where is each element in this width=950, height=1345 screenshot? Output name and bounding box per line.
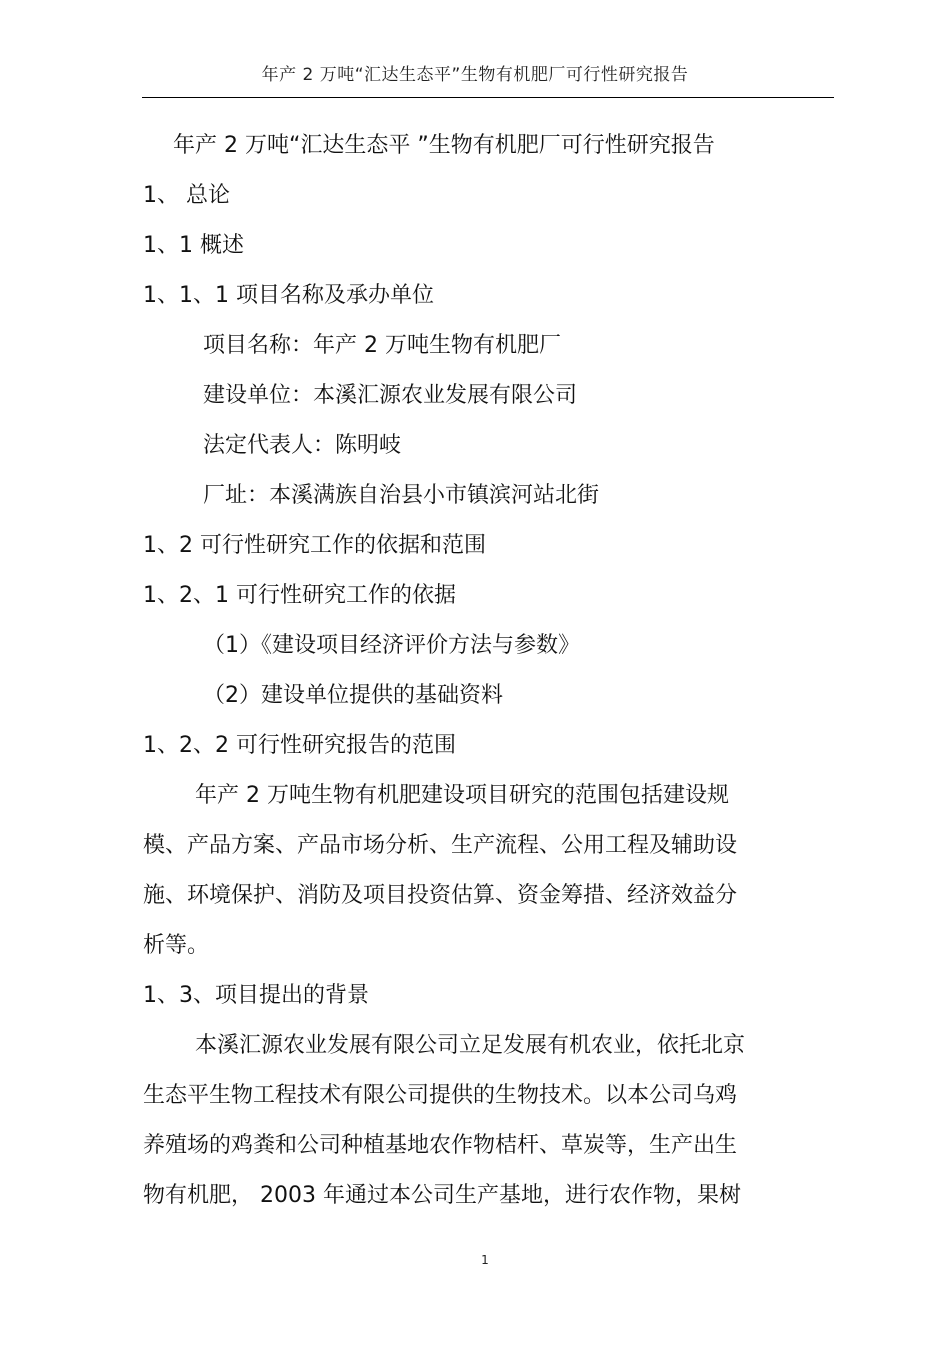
- scope-paragraph-line-1: 年产 2 万吨生物有机肥建设项目研究的范围包括建设规: [195, 783, 729, 808]
- scope-paragraph-line-4: 析等。: [143, 933, 210, 958]
- background-paragraph-line-4: 物有机肥， 2003 年通过本公司生产基地，进行农作物，果树: [143, 1183, 741, 1208]
- section-heading-1: 1、 总论: [143, 183, 230, 208]
- project-name-line: 项目名称：年产 2 万吨生物有机肥厂: [203, 333, 561, 358]
- section-heading-1-2-1: 1、2、1 可行性研究工作的依据: [143, 583, 456, 608]
- section-heading-1-2-2: 1、2、2 可行性研究报告的范围: [143, 733, 456, 758]
- builder-line: 建设单位：本溪汇源农业发展有限公司: [203, 383, 578, 408]
- address-line: 厂址：本溪满族自治县小市镇滨河站北街: [203, 483, 600, 508]
- basis-item-1: （1）《建设项目经济评价方法与参数》: [203, 633, 580, 658]
- background-paragraph-line-1: 本溪汇源农业发展有限公司立足发展有机农业，依托北京: [195, 1033, 746, 1058]
- running-header: 年产 2 万吨“汇达生态平”生物有机肥厂可行性研究报告: [261, 65, 689, 85]
- scope-paragraph-line-3: 施、环境保护、消防及项目投资估算、资金筹措、经济效益分: [143, 883, 738, 908]
- section-heading-1-3: 1、3、项目提出的背景: [143, 983, 369, 1008]
- page-number: 1: [481, 1253, 489, 1267]
- document-title: 年产 2 万吨“汇达生态平 ”生物有机肥厂可行性研究报告: [173, 133, 715, 158]
- scope-paragraph-line-2: 模、产品方案、产品市场分析、生产流程、公用工程及辅助设: [143, 833, 738, 858]
- legal-rep-line: 法定代表人：陈明岐: [203, 433, 402, 458]
- section-heading-1-1: 1、1 概述: [143, 233, 244, 258]
- section-heading-1-2: 1、2 可行性研究工作的依据和范围: [143, 533, 486, 558]
- background-paragraph-line-2: 生态平生物工程技术有限公司提供的生物技术。以本公司乌鸡: [143, 1083, 738, 1108]
- basis-item-2: （2）建设单位提供的基础资料: [203, 683, 503, 708]
- section-heading-1-1-1: 1、1、1 项目名称及承办单位: [143, 283, 434, 308]
- header-rule: [142, 97, 834, 98]
- background-paragraph-line-3: 养殖场的鸡粪和公司种植基地农作物桔杆、草炭等，生产出生: [143, 1133, 738, 1158]
